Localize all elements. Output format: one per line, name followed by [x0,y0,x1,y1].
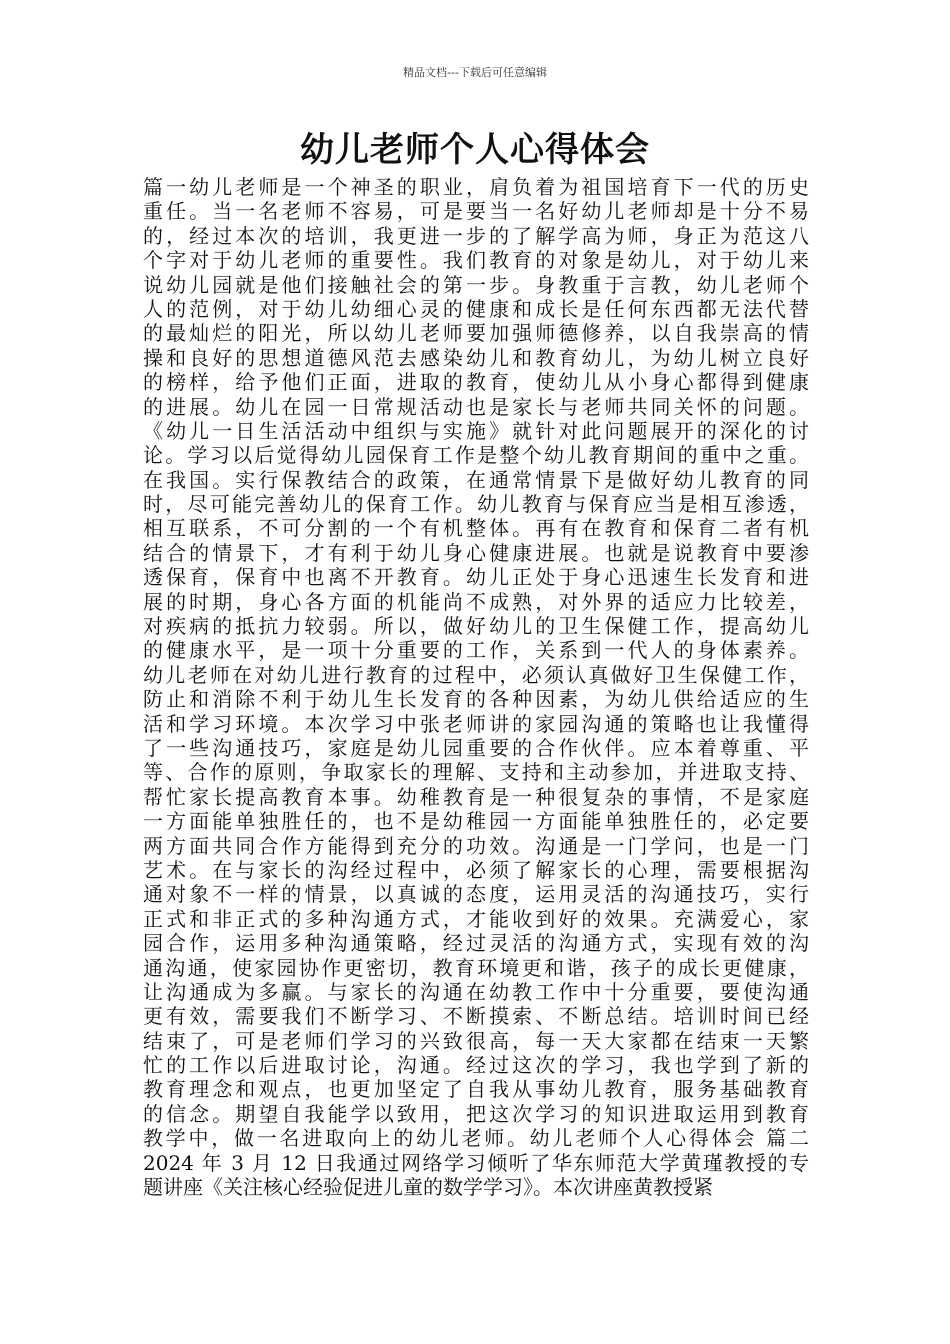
body-line: 在我国。实行保教结合的政策，在通常情景下是做好幼儿教育的同 [143,467,809,492]
body-line: 操和良好的思想道德风范去感染幼儿和教育幼儿，为幼儿树立良好 [143,345,809,370]
body-line: 题讲座《关注核心经验促进儿童的数学学习》。本次讲座黄教授紧 [143,1175,713,1200]
body-line: 人的范例，对于幼儿幼细心灵的健康和成长是任何东西都无法代替 [143,296,809,321]
body-line: 时，尽可能完善幼儿的保育工作。幼儿教育与保育应当是相互渗透， [143,492,809,517]
body-line: 防止和消除不利于幼儿生长发育的各种因素，为幼儿供给适应的生 [143,687,809,712]
document-title: 幼儿老师个人心得体会 [300,130,650,170]
body-line: 的，经过本次的培训，我更进一步的了解学高为师，身正为范这八 [143,223,809,248]
body-line: 教学中，做一名进取向上的幼儿老师。幼儿老师个人心得体会 篇二 [143,1126,809,1151]
body-line: 篇一幼儿老师是一个神圣的职业，肩负着为祖国培育下一代的历史 [143,175,809,199]
body-line: 两方面共同合作方能得到充分的功效。沟通是一门学问，也是一门 [143,833,809,858]
document-body [143,175,809,1199]
body-line: 一方面能单独胜任的，也不是幼稚园一方面能单独胜任的，必定要 [143,809,809,834]
body-line: 2024 年 3 月 12 日我通过网络学习倾听了华东师范大学黄瑾教授的专 [143,1150,809,1175]
body-line: 了一些沟通技巧，家庭是幼儿园重要的合作伙伴。应本着尊重、平 [143,735,809,760]
body-line: 幼儿老师在对幼儿进行教育的过程中，必须认真做好卫生保健工作， [143,662,809,687]
body-line: 的榜样，给予他们正面，进取的教育，使幼儿从小身心都得到健康 [143,370,809,395]
body-line: 的进展。幼儿在园一日常规活动也是家长与老师共同关怀的问题。 [143,394,809,419]
body-line: 说幼儿园就是他们接触社会的第一步。身教重于言教，幼儿老师个 [143,272,809,297]
body-line: 相互联系，不可分割的一个有机整体。再有在教育和保育二者有机 [143,516,809,541]
page-header-watermark: 精品文档---下载后可任意编辑 [403,66,547,79]
body-line: 个字对于幼儿老师的重要性。我们教育的对象是幼儿，对于幼儿来 [143,248,809,273]
body-line: 论。学习以后觉得幼儿园保育工作是整个幼儿教育期间的重中之重。 [143,443,809,468]
body-line: 教育理念和观点，也更加坚定了自我从事幼儿教育，服务基础教育 [143,1077,809,1102]
body-line: 对疾病的抵抗力较弱。所以，做好幼儿的卫生保健工作，提高幼儿 [143,614,809,639]
body-line: 等、合作的原则，争取家长的理解、支持和主动参加，并进取支持、 [143,760,809,785]
body-line: 《幼儿一日生活活动中组织与实施》就针对此问题展开的深化的讨 [143,418,809,443]
body-line: 园合作，运用多种沟通策略，经过灵活的沟通方式，实现有效的沟 [143,931,809,956]
body-line: 的最灿烂的阳光，所以幼儿老师要加强师德修养，以自我崇高的情 [143,321,809,346]
body-line: 结束了，可是老师们学习的兴致很高，每一天大家都在结束一天繁 [143,1028,809,1053]
body-line: 更有效，需要我们不断学习、不断摸索、不断总结。培训时间已经 [143,1004,809,1029]
body-line: 让沟通成为多赢。与家长的沟通在幼教工作中十分重要，要使沟通 [143,979,809,1004]
body-line: 通对象不一样的情景，以真诚的态度，运用灵活的沟通技巧，实行 [143,882,809,907]
body-line: 艺术。在与家长的沟经过程中，必须了解家长的心理，需要根据沟 [143,857,809,882]
body-line: 活和学习环境。本次学习中张老师讲的家园沟通的策略也让我懂得 [143,711,809,736]
body-line: 重任。当一名老师不容易，可是要当一名好幼儿老师却是十分不易 [143,199,809,224]
body-line: 的信念。期望自我能学以致用，把这次学习的知识进取运用到教育 [143,1101,809,1126]
body-line: 透保育，保育中也离不开教育。幼儿正处于身心迅速生长发育和进 [143,565,809,590]
body-line: 通沟通，使家园协作更密切，教育环境更和谐，孩子的成长更健康， [143,955,809,980]
body-line: 展的时期，身心各方面的机能尚不成熟，对外界的适应力比较差， [143,589,809,614]
body-line: 结合的情景下，才有利于幼儿身心健康进展。也就是说教育中要渗 [143,540,809,565]
body-line: 的健康水平，是一项十分重要的工作，关系到一代人的身体素养。 [143,638,809,663]
body-line: 帮忙家长提高教育本事。幼稚教育是一种很复杂的事情，不是家庭 [143,784,809,809]
body-line: 正式和非正式的多种沟通方式，才能收到好的效果。充满爱心，家 [143,906,809,931]
body-line: 忙的工作以后进取讨论，沟通。经过这次的学习，我也学到了新的 [143,1053,809,1078]
